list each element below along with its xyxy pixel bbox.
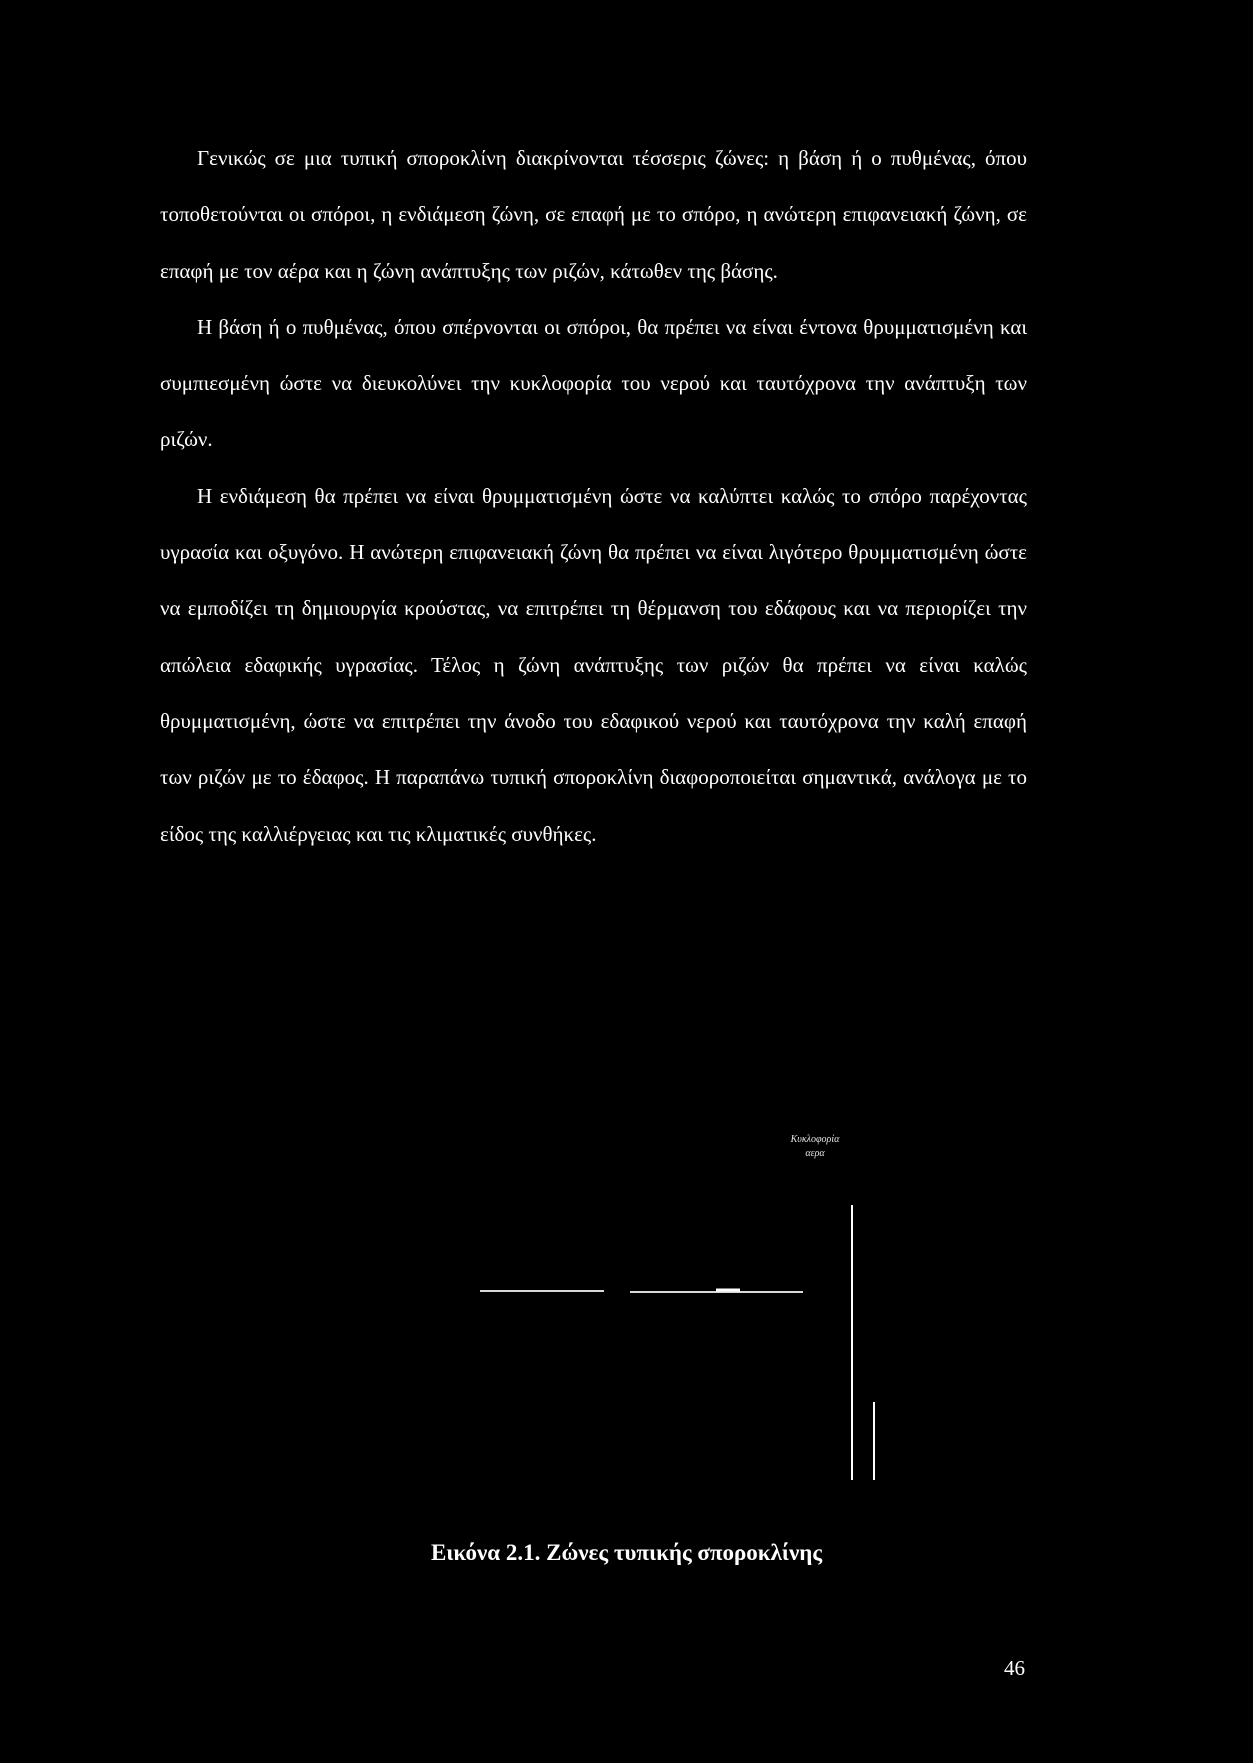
figure-label-line-1: Κυκλοφορία [790, 1134, 840, 1145]
paragraph-3: Η ενδιάμεση θα πρέπει να είναι θρυμματισμένη ώστε να καλύπτει καλώς το σπόρο παρέχοντας υγρασία και οξυγόνο. Η ανώτερη επιφανειακή ζώνη θα πρέπει να είναι λιγότερο θρυμματισμένη ώστε να εμποδίζει τη δημιουργία κρούστας, να επιτρέπει τη θέρμανση του εδάφους και να περιορίζει την απώλεια εδαφικής υγρασίας. Τέλος η ζώνη ανάπτυξης των ριζών θα πρέπει να είναι καλώς θρυμματισμένη, ώστε να επιτρέπει την άνοδο του εδαφικού νερού και ταυτόχρονα την καλή επαφή των ριζών με το έδαφος. Η παραπάνω τυπική σπορoκλίνη διαφοροποιείται σημαντικά, ανάλογα με το είδος της καλλιέργειας και τις κλιματικές συνθήκες. [160, 483, 1027, 846]
page-number: 46 [1004, 1656, 1025, 1680]
figure-caption: Εικόνα 2.1. Ζώνες τυπικής σπορoκλίνης [430, 1540, 823, 1565]
paragraph-1: Γενικώς σε μια τυπική σπορoκλίνη διακρίνονται τέσσερις ζώνες: η βάση ή ο πυθμένας, όπου τοποθετούνται οι σπόροι, η ενδιάμεση ζώνη, σε επαφή με το σπόρο, η ανώτερη επιφανειακή ζώνη, σε επαφή με τον αέρα και η ζώνη ανάπτυξης των ριζών, κάτωθεν της βάσης. [160, 146, 1027, 283]
figure-label-line-2: αερα [805, 1148, 825, 1159]
paragraph-2: Η βάση ή ο πυθμένας, όπου σπέρνονται οι σπόροι, θα πρέπει να είναι έντονα θρυμματισμένη και συμπιεσμένη ώστε να διευκολύνει την κυκλοφορία του νερού και ταυτόχρονα την ανάπτυξη των ριζών. [160, 314, 1027, 452]
